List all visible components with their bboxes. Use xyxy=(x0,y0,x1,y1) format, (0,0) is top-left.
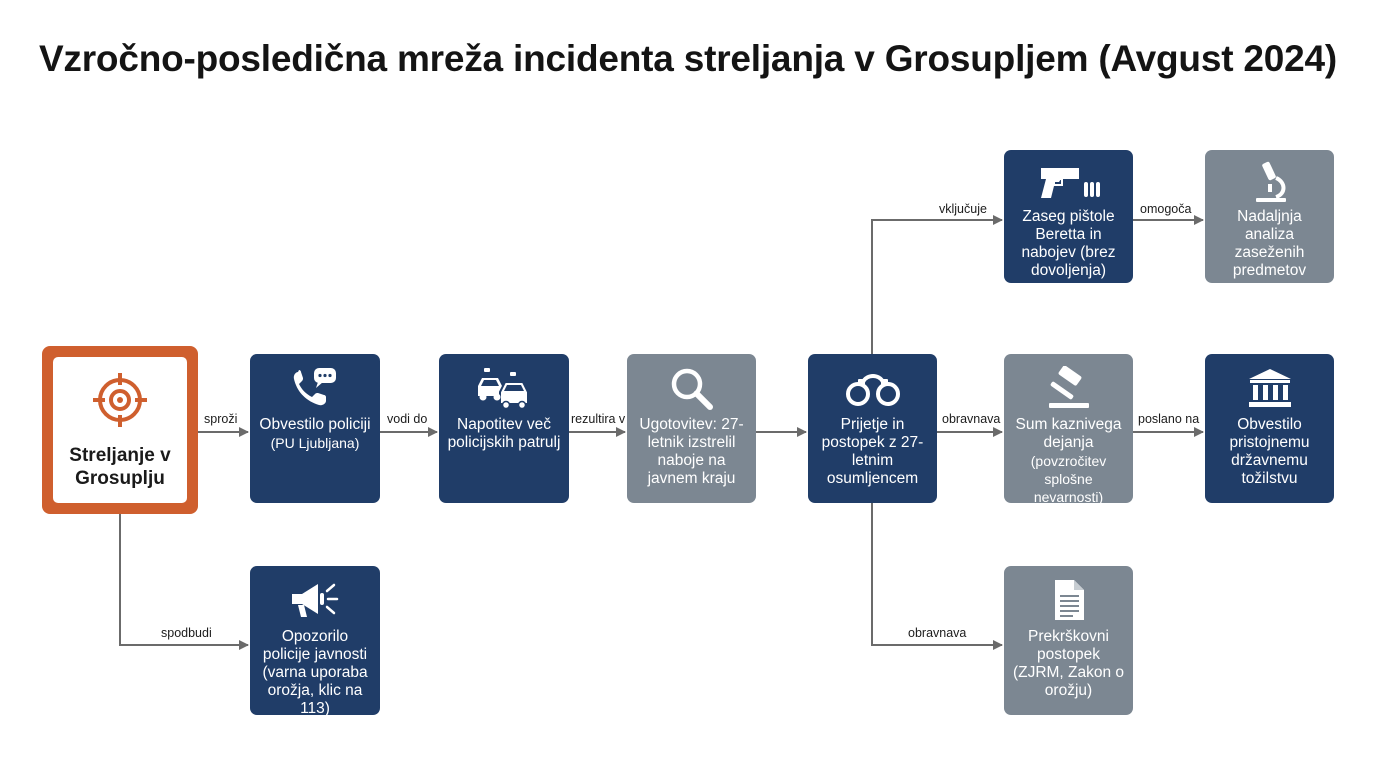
node-patrols[interactable] xyxy=(439,354,569,503)
node-label: Ugotovitev: 27-letnik izstrelil naboje na javnem kraju xyxy=(639,416,744,487)
edge-label-vodi-do: vodi do xyxy=(387,412,428,426)
edge-vkljucuje xyxy=(872,220,1002,354)
microscope-icon xyxy=(1248,160,1292,204)
node-label: Streljanje v Grosuplju xyxy=(69,445,171,489)
node-misdemeanor[interactable] xyxy=(1004,566,1133,715)
node-label: Zaseg pištole Beretta in nabojev (brez dovoljenja) xyxy=(1021,208,1116,279)
node-sublabel: (povzročitev splošne nevarnosti) xyxy=(1030,453,1107,505)
handcuffs-icon xyxy=(843,366,903,410)
edge-label-spodbudi: spodbudi xyxy=(161,626,212,640)
edge-label-vkljucuje: vključuje xyxy=(939,202,987,216)
edge-label-obravnava-2: obravnava xyxy=(908,626,967,640)
node-root-shooting[interactable] xyxy=(42,346,198,514)
courthouse-icon xyxy=(1247,366,1293,410)
node-sublabel: (varna uporaba orožja, klic na 113) xyxy=(262,664,368,717)
edge-label-omogoca: omogoča xyxy=(1140,202,1192,216)
node-criminal-suspicion[interactable] xyxy=(1004,354,1133,503)
node-arrest[interactable] xyxy=(808,354,937,503)
diagram-title: Vzročno-posledična mreža incidenta streljanja v Grosupljem (Avgust 2024) xyxy=(38,38,1338,79)
node-finding[interactable] xyxy=(627,354,756,503)
node-sublabel: (PU Ljubljana) xyxy=(270,435,360,451)
node-label: Sum kaznivega dejanja xyxy=(1015,416,1122,451)
pistol-icon xyxy=(1037,160,1101,204)
edge-label-poslano-na: poslano na xyxy=(1138,412,1200,426)
target-icon xyxy=(91,371,149,434)
police-cars-icon xyxy=(474,366,534,410)
megaphone-icon xyxy=(288,578,342,622)
node-label: Opozorilo policije javnosti xyxy=(262,628,368,663)
edge-label-rezultira-v: rezultira v xyxy=(571,412,626,426)
node-public-warning[interactable] xyxy=(250,566,380,715)
node-label: Obvestilo pristojnemu državnemu tožilstvu xyxy=(1229,416,1310,487)
node-analysis[interactable] xyxy=(1205,150,1334,283)
edge-obravnava-2 xyxy=(872,503,1002,645)
node-label: Nadaljnja analiza zaseženih predmetov xyxy=(1232,208,1307,279)
node-sublabel: (ZJRM, Zakon o orožju) xyxy=(1012,664,1125,699)
node-label: Obvestilo policiji xyxy=(259,416,371,433)
document-icon xyxy=(1051,578,1087,622)
node-police-notified[interactable] xyxy=(250,354,380,503)
node-seizure[interactable] xyxy=(1004,150,1133,283)
node-label: Prekrškovni postopek xyxy=(1028,628,1109,663)
edge-label-obravnava-1: obravnava xyxy=(942,412,1001,426)
node-label: Napotitev več policijskih patrulj xyxy=(447,416,561,451)
gavel-icon xyxy=(1045,366,1093,410)
magnifier-icon xyxy=(668,366,716,410)
edge-label-sprozi: sproži xyxy=(204,412,238,426)
node-label: Prijetje in postopek z 27-letnim osumljencem xyxy=(821,416,924,487)
phone-chat-icon xyxy=(290,366,340,410)
node-prosecutor[interactable] xyxy=(1205,354,1334,503)
